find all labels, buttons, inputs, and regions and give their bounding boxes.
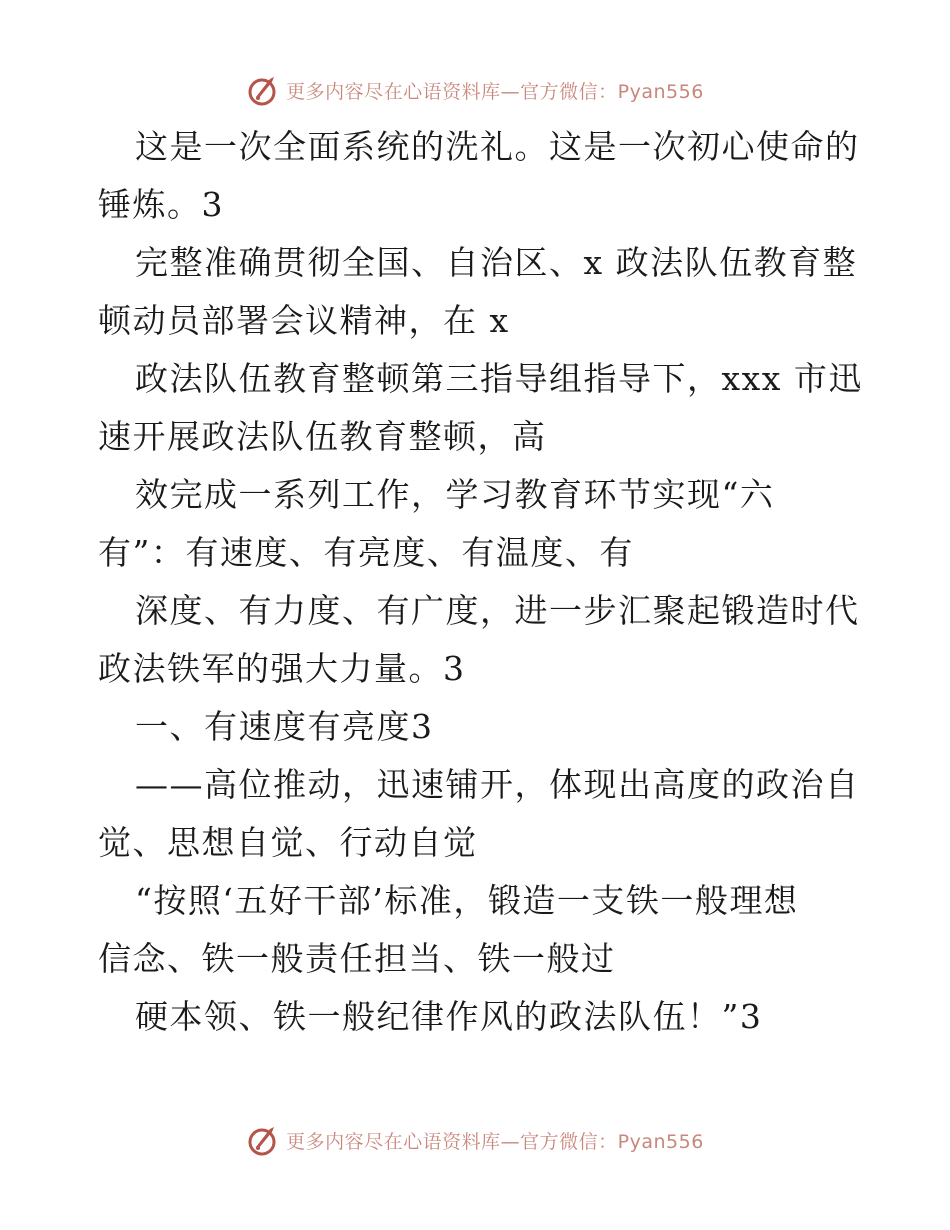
text-line: 政法铁军的强大力量。3 [98,649,466,688]
footer-watermark-text: 更多内容尽在心语资料库—官方微信：Pyan556 [286,1130,704,1153]
text-line: 有”：有速度、有亮度、有温度、有 [98,533,634,572]
text-line: 觉、思想自觉、行动自觉 [98,823,478,862]
section-heading: 一、有速度有亮度3 [135,707,434,746]
text-line: 这是一次全面系统的洗礼。这是一次初心使命的 [135,127,860,166]
document-body [98,118,863,1046]
text-line: 效完成一系列工作，学习教育环节实现“六 [135,475,775,514]
footer-watermark [0,1120,950,1160]
text-line: 锤炼。3 [98,185,224,224]
text-line: 深度、有力度、有广度，进一步汇聚起锻造时代 [135,591,860,630]
text-line: 信念、铁一般责任担当、铁一般过 [98,939,616,978]
text-line: 政法队伍教育整顿第三指导组指导下，xxx 市迅 [135,359,863,398]
quill-pen-logo-icon [246,1123,280,1157]
text-line: 硬本领、铁一般纪律作风的政法队伍！”3 [135,997,763,1036]
quill-pen-logo-icon [246,73,280,107]
text-line: “按照‘五好干部’标准，锻造一支铁一般理想 [135,881,799,920]
header-watermark-text: 更多内容尽在心语资料库—官方微信：Pyan556 [286,80,704,103]
text-line: ——高位推动，迅速铺开，体现出高度的政治自 [135,765,860,804]
text-line: 速开展政法队伍教育整顿，高 [98,417,547,456]
text-line: 完整准确贯彻全国、自治区、x 政法队伍教育整 [135,243,858,282]
text-line: 顿动员部署会议精神，在 x [98,301,510,340]
header-watermark [0,70,950,110]
